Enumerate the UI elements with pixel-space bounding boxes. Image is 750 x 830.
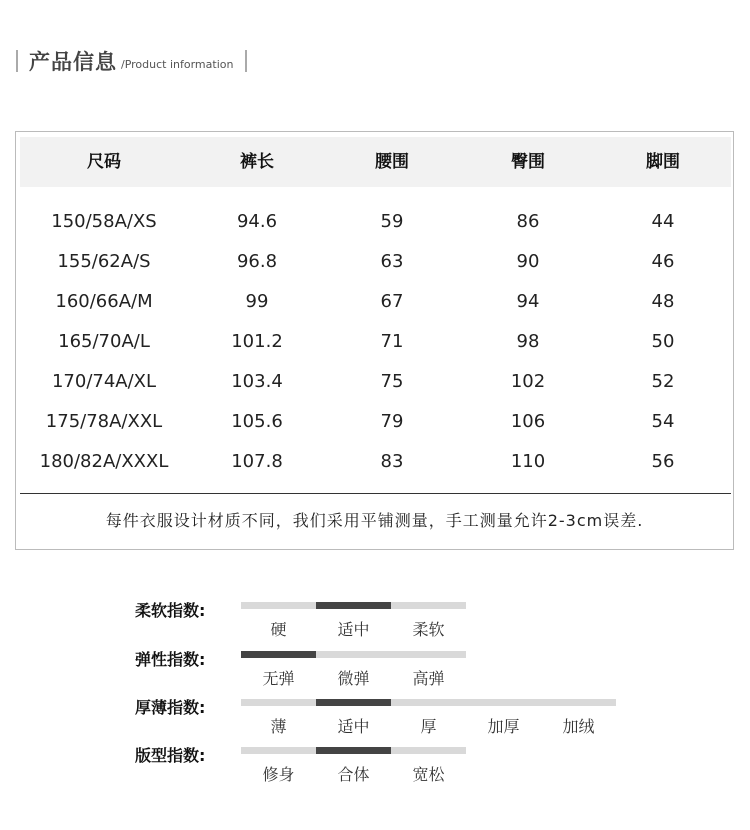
table-cell: 54 (651, 411, 675, 432)
table-cell: 46 (651, 251, 675, 272)
table-cell: 48 (651, 291, 675, 312)
table-row (16, 202, 733, 242)
table-body (16, 202, 733, 482)
table-cell: 96.8 (236, 251, 278, 272)
measurement-note: 每件衣服设计材质不同，我们采用平铺测量，手工测量允许2-3cm误差. (105, 511, 644, 530)
index-segment (466, 699, 541, 706)
column-header: 臀围 (511, 152, 545, 172)
column-header: 裤长 (240, 152, 274, 172)
index-option: 加厚 (487, 717, 520, 736)
index-segment (391, 602, 466, 609)
table-cell: 102 (510, 371, 546, 392)
table-row (16, 242, 733, 282)
index-option: 适中 (337, 620, 370, 639)
size-table (15, 131, 734, 550)
column-header: 脚围 (646, 152, 680, 172)
table-cell: 67 (380, 291, 404, 312)
index-label: 厚薄指数: (135, 698, 206, 717)
table-cell: 98 (516, 331, 540, 352)
table-cell: 56 (651, 451, 675, 472)
table-cell: 150/58A/XS (51, 211, 157, 232)
index-segment-selected (316, 747, 391, 754)
table-cell: 71 (380, 331, 404, 352)
table-cell: 79 (380, 411, 404, 432)
index-option: 适中 (337, 717, 370, 736)
table-cell: 110 (510, 451, 546, 472)
index-option: 厚 (420, 717, 437, 736)
table-cell: 59 (380, 211, 404, 232)
index-segment (241, 747, 316, 754)
index-segment-selected (316, 602, 391, 609)
column-header: 腰围 (375, 152, 409, 172)
column-header: 尺码 (87, 152, 121, 172)
index-segment (391, 747, 466, 754)
index-option: 高弹 (412, 669, 445, 688)
index-option: 微弹 (337, 669, 370, 688)
index-row (0, 602, 750, 648)
table-cell: 44 (651, 211, 675, 232)
table-cell: 86 (516, 211, 540, 232)
section-title: 产品信息 (29, 50, 117, 74)
table-row (16, 402, 733, 442)
index-row (0, 699, 750, 745)
index-option: 无弹 (262, 669, 295, 688)
table-cell: 180/82A/XXXL (39, 451, 169, 472)
index-segment (316, 651, 391, 658)
table-cell: 63 (380, 251, 404, 272)
index-option: 硬 (270, 620, 287, 639)
table-row (16, 282, 733, 322)
index-segment (541, 699, 616, 706)
header-left-bar (16, 50, 18, 72)
index-label: 柔软指数: (135, 601, 206, 620)
header-right-bar (245, 50, 247, 72)
table-header-row (20, 137, 731, 187)
table-cell: 50 (651, 331, 675, 352)
table-cell: 94.6 (236, 211, 278, 232)
index-segment-selected (241, 651, 316, 658)
table-cell: 175/78A/XXL (45, 411, 163, 432)
index-row (0, 651, 750, 697)
table-cell: 75 (380, 371, 404, 392)
table-cell: 101.2 (231, 331, 283, 352)
index-segment (241, 602, 316, 609)
index-row (0, 747, 750, 793)
index-segment-selected (316, 699, 391, 706)
index-label: 版型指数: (135, 746, 206, 765)
index-segment (391, 651, 466, 658)
table-cell: 83 (380, 451, 404, 472)
table-cell: 103.4 (231, 371, 283, 392)
index-option: 加绒 (562, 717, 595, 736)
index-option: 修身 (262, 765, 295, 784)
table-divider (20, 493, 731, 494)
index-option: 宽松 (412, 765, 445, 784)
index-segment (391, 699, 466, 706)
table-row (16, 362, 733, 402)
table-cell: 105.6 (231, 411, 283, 432)
table-cell: 170/74A/XL (51, 371, 157, 392)
index-option: 薄 (270, 717, 287, 736)
table-cell: 99 (245, 291, 269, 312)
table-cell: 160/66A/M (55, 291, 153, 312)
index-option: 柔软 (412, 620, 445, 639)
table-cell: 155/62A/S (57, 251, 151, 272)
table-row (16, 442, 733, 482)
section-subtitle: /Product information (121, 58, 234, 71)
table-cell: 52 (651, 371, 675, 392)
section-header (16, 48, 247, 74)
table-cell: 165/70A/L (58, 331, 150, 352)
table-cell: 90 (516, 251, 540, 272)
table-cell: 107.8 (231, 451, 283, 472)
index-label: 弹性指数: (135, 650, 206, 669)
index-option: 合体 (337, 765, 370, 784)
table-row (16, 322, 733, 362)
table-cell: 94 (516, 291, 540, 312)
table-cell: 106 (510, 411, 546, 432)
index-segment (241, 699, 316, 706)
